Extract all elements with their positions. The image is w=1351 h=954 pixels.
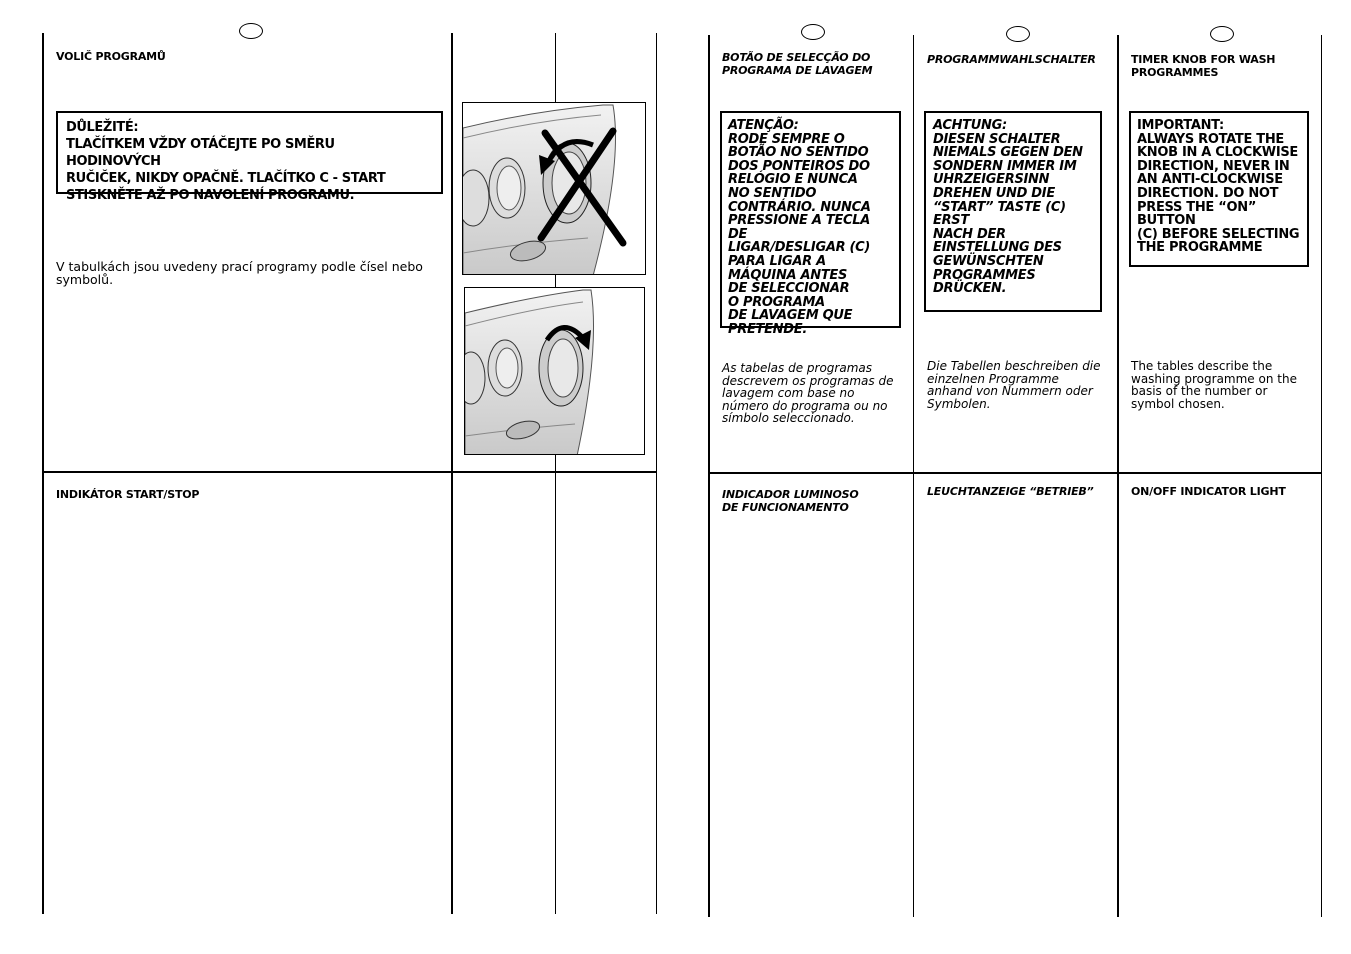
section-heading-program-selector-pt: BOTÃO DE SELECÇÃO DO PROGRAMA DE LAVAGEM	[722, 51, 873, 77]
body-text-pt: As tabelas de programas descrevem os programas de lavagem com base no número do programa ou no símbolo seleccionado.	[722, 361, 894, 426]
illustration-anticlockwise-crossed	[462, 102, 646, 275]
section-heading-start-stop-indicator-cz: INDIKÁTOR START/STOP	[56, 488, 200, 501]
right-page-left-border	[708, 35, 710, 917]
important-notice-box-pt	[720, 111, 901, 337]
important-notice-text-cz: DŮLEŽITÉ: TLAČÍTKEM VŽDY OTÁČEJTE PO SMĚRU HODINOVÝCH RUČIČEK, NIKDY OPAČNĚ. TLAČÍTKO C - START STISKNĚTE AŽ PO NAVOLENÍ PROGRAMU.	[66, 120, 386, 203]
important-notice-text-de: ACHTUNG: DIESEN SCHALTER NIEMALS GEGEN DEN SONDERN IMMER IM UHRZEIGERSINN DREHEN UND DIE “START” TASTE (C) ERST NACH DER EINSTELLUNG DES GEWÜNSCHTEN PROGRAMMES DRÜCKEN.	[933, 118, 1083, 297]
important-notice-text-pt: ATENÇÃO: RODE SEMPRE O BOTÃO NO SENTIDO DOS PONTEIROS DO RELÓGIO E NUNCA NO SENTIDO CONTRÁRIO. NUNCA PRESSIONE A TECLA DE LIGAR/DESLIGAR (C) PARA LIGAR A MÁQUINA ANTES DE SELECCIONAR O PROGRAMA DE LAVAGEM QUE PRETENDE.	[728, 118, 871, 337]
section-heading-program-selector-de: PROGRAMMWAHLSCHALTER	[927, 53, 1096, 66]
section-heading-indicator-pt: INDICADOR LUMINOSO DE FUNCIONAMENTO	[722, 488, 859, 514]
language-flag-oval-de	[1006, 26, 1030, 42]
left-page-right-border	[656, 33, 657, 914]
right-page-divider-de-en	[1117, 35, 1119, 917]
section-heading-program-selector-en: TIMER KNOB FOR WASH PROGRAMMES	[1131, 53, 1276, 79]
left-page-left-border	[42, 33, 44, 914]
important-notice-box-de	[924, 111, 1102, 312]
section-heading-indicator-de: LEUCHTANZEIGE “BETRIEB”	[927, 485, 1094, 498]
right-page-right-border	[1321, 35, 1322, 917]
body-text-en: The tables describe the washing programme on the basis of the number or symbol chosen.	[1131, 359, 1297, 411]
section-heading-indicator-en: ON/OFF INDICATOR LIGHT	[1131, 485, 1286, 498]
clockwise-rotation-icon	[465, 288, 645, 455]
language-flag-oval-en	[1210, 26, 1234, 42]
important-notice-box-en	[1129, 111, 1309, 267]
right-page-section-divider	[708, 472, 1322, 474]
body-text-cz: V tabulkách jsou uvedeny prací programy podle čísel nebo symbolů.	[56, 259, 423, 287]
section-heading-program-selector-cz: VOLIČ PROGRAMŮ	[56, 50, 166, 63]
body-text-de: Die Tabellen beschreiben die einzelnen Programme anhand von Nummern oder Symbolen.	[927, 359, 1101, 411]
language-flag-oval-cz	[239, 23, 263, 39]
important-notice-box-cz	[56, 111, 443, 203]
left-page-section-divider	[42, 471, 657, 473]
left-page-column-divider	[451, 33, 453, 914]
anticlockwise-crossed-icon	[463, 103, 646, 275]
language-flag-oval-pt	[801, 24, 825, 40]
right-page-divider-pt-de	[913, 35, 914, 917]
illustration-clockwise	[464, 287, 645, 455]
important-notice-text-en: IMPORTANT: ALWAYS ROTATE THE KNOB IN A CLOCKWISE DIRECTION, NEVER IN AN ANTI-CLOCKWISE DIRECTION. DO NOT PRESS THE “ON” BUTTON (C) BEFORE SELECTING THE PROGRAMME	[1137, 118, 1300, 256]
